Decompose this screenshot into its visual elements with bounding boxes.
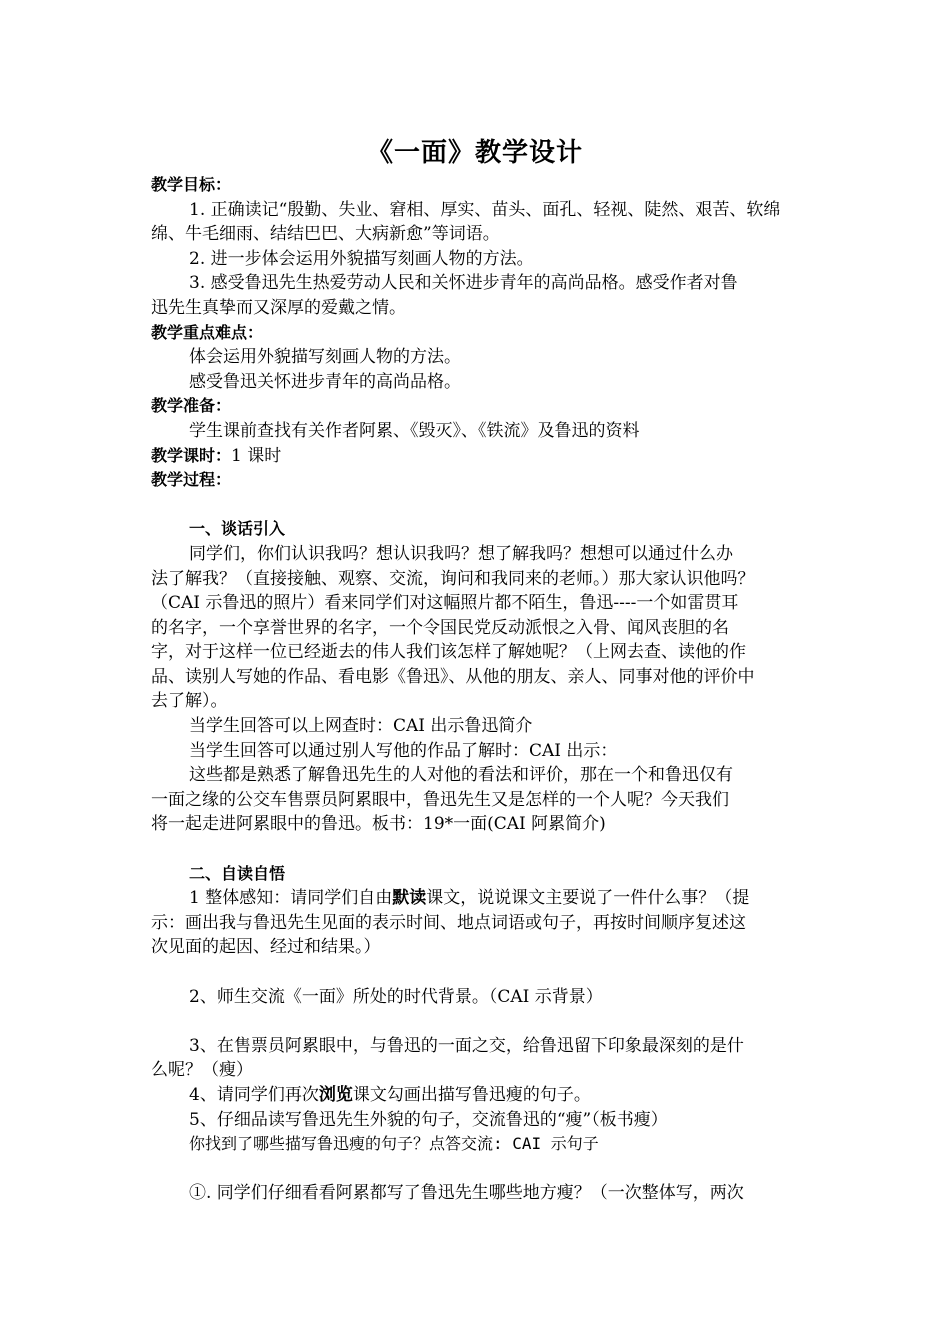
hours-value: 1 课时 (231, 445, 282, 466)
section-1-para-line: 的名字，一个享誉世界的名字，一个令国民党反动派恨之入骨、闻风丧胆的名 (151, 617, 729, 638)
section-2-item-5: 5、仔细品读写鲁迅先生外貌的句子，交流鲁迅的“瘦”（板书瘦） (189, 1109, 668, 1130)
section-2-item-4 (151, 1083, 801, 1108)
goal-item-3-line-1: 3. 感受鲁迅先生热爱劳动人民和关怀进步青年的高尚品格。感受作者对鲁 (189, 273, 738, 294)
key-point-2: 感受鲁迅关怀进步青年的高尚品格。 (189, 371, 461, 392)
section-1-para-line: 同学们，你们认识我吗？想认识我吗？想了解我吗？想想可以通过什么办 (189, 543, 733, 564)
key-point-1: 体会运用外貌描写刻画人物的方法。 (189, 347, 461, 368)
section-2-heading: 二、自读自悟 (189, 863, 286, 883)
goals-heading: 教学目标： (151, 175, 232, 194)
section-1-cai-intro: 当学生回答可以上网查时：CAI 出示鲁迅简介 (189, 716, 533, 737)
section-1-para2-line: 一面之缘的公交车售票员阿累眼中，鲁迅先生又是怎样的一个人呢？今天我们 (151, 789, 729, 810)
section-1-para2-line: 将一起走进阿累眼中的鲁迅。板书：19*一面(CAI 阿累简介) (151, 814, 606, 835)
section-1-para2-line: 这些都是熟悉了解鲁迅先生的人对他的看法和评价，那在一个和鲁迅仅有 (189, 765, 733, 786)
process-heading: 教学过程： (151, 470, 232, 490)
key-points-heading: 教学重点难点： (151, 322, 264, 342)
section-2-item-2: 2、师生交流《一面》所处的时代背景。（CAI 示背景） (189, 986, 603, 1007)
hours-line (151, 444, 801, 469)
hours-heading: 教学课时： (151, 445, 232, 465)
document-title: 《一面》教学设计 (366, 138, 583, 168)
prep-heading: 教学准备： (151, 396, 232, 416)
item-4-text: 4、请同学们再次 (189, 1084, 319, 1105)
section-2-item-1-line-1 (151, 886, 801, 911)
spacer (151, 960, 801, 985)
item-1-text-rest: 课文，说说课文主要说了一件什么事？（提 (426, 888, 750, 909)
section-2-item-1-line-3: 次见面的起因、经过和结果。） (151, 937, 381, 958)
section-1-para-line: （CAI 示鲁迅的照片）看来同学们对这幅照片都不陌生，鲁迅----一个如雷贯耳 (151, 593, 739, 614)
item-1-keyword: 默读 (392, 888, 427, 909)
goal-item-1-line-2: 绵、牛毛细雨、结结巴巴、大病新愈”等词语。 (151, 224, 500, 245)
prep-line: 学生课前查找有关作者阿累、《毁灭》、《铁流》及鲁迅的资料 (189, 420, 640, 441)
section-2-item-1-line-2: 示：画出我与鲁迅先生见面的表示时间、地点词语或句子，再按时间顺序复述这 (151, 912, 746, 933)
item-4-keyword: 浏览 (318, 1084, 353, 1105)
spacer (151, 493, 801, 518)
section-1-para-line: 字，对于这样一位已经逝去的伟人我们该怎样了解她呢？（上网去查、读他的作 (151, 642, 746, 663)
section-1-para-line: 法了解我？（直接接触、观察、交流，询问和我同来的老师。）那大家认识他吗？ (151, 568, 755, 589)
item-4-text-rest: 课文勾画出描写鲁迅瘦的句子。 (352, 1084, 591, 1105)
item-1-text: 1 整体感知：请同学们自由 (189, 888, 393, 909)
goal-item-1-line-1: 1. 正确读记“殷勤、失业、窘相、厚实、苗头、面孔、轻视、陡然、艰苦、软绵 (189, 199, 781, 220)
section-2-item-3-line-2: 么呢？（瘦） (151, 1060, 253, 1081)
spacer (151, 837, 801, 862)
section-2-item-3-line-1: 3、在售票员阿累眼中，与鲁迅的一面之交，给鲁迅留下印象最深刻的是什 (189, 1035, 744, 1056)
goal-item-2: 2. 进一步体会运用外貌描写刻画人物的方法。 (189, 248, 534, 269)
spacer (151, 1009, 801, 1034)
section-2-circle-1: ①. 同学们仔细看看阿累都写了鲁迅先生哪些地方瘦？（一次整体写，两次 (189, 1183, 744, 1204)
spacer (151, 1157, 801, 1182)
section-1-para-line: 品、读别人写她的作品、看电影《鲁迅》、从他的朋友、亲人、同事对他的评价中 (151, 666, 755, 687)
document-body (151, 173, 801, 1206)
goal-item-3-line-2: 迅先生真挚而又深厚的爱戴之情。 (151, 297, 406, 318)
section-1-para-line: 去了解）。 (151, 691, 228, 712)
section-1-cai-show: 当学生回答可以通过别人写他的作品了解时：CAI 出示： (189, 740, 618, 761)
section-1-heading: 一、谈话引入 (189, 519, 286, 539)
section-2-item-5-sub: 你找到了哪些描写鲁迅瘦的句子？点答交流: CAI 示句子 (189, 1134, 599, 1154)
